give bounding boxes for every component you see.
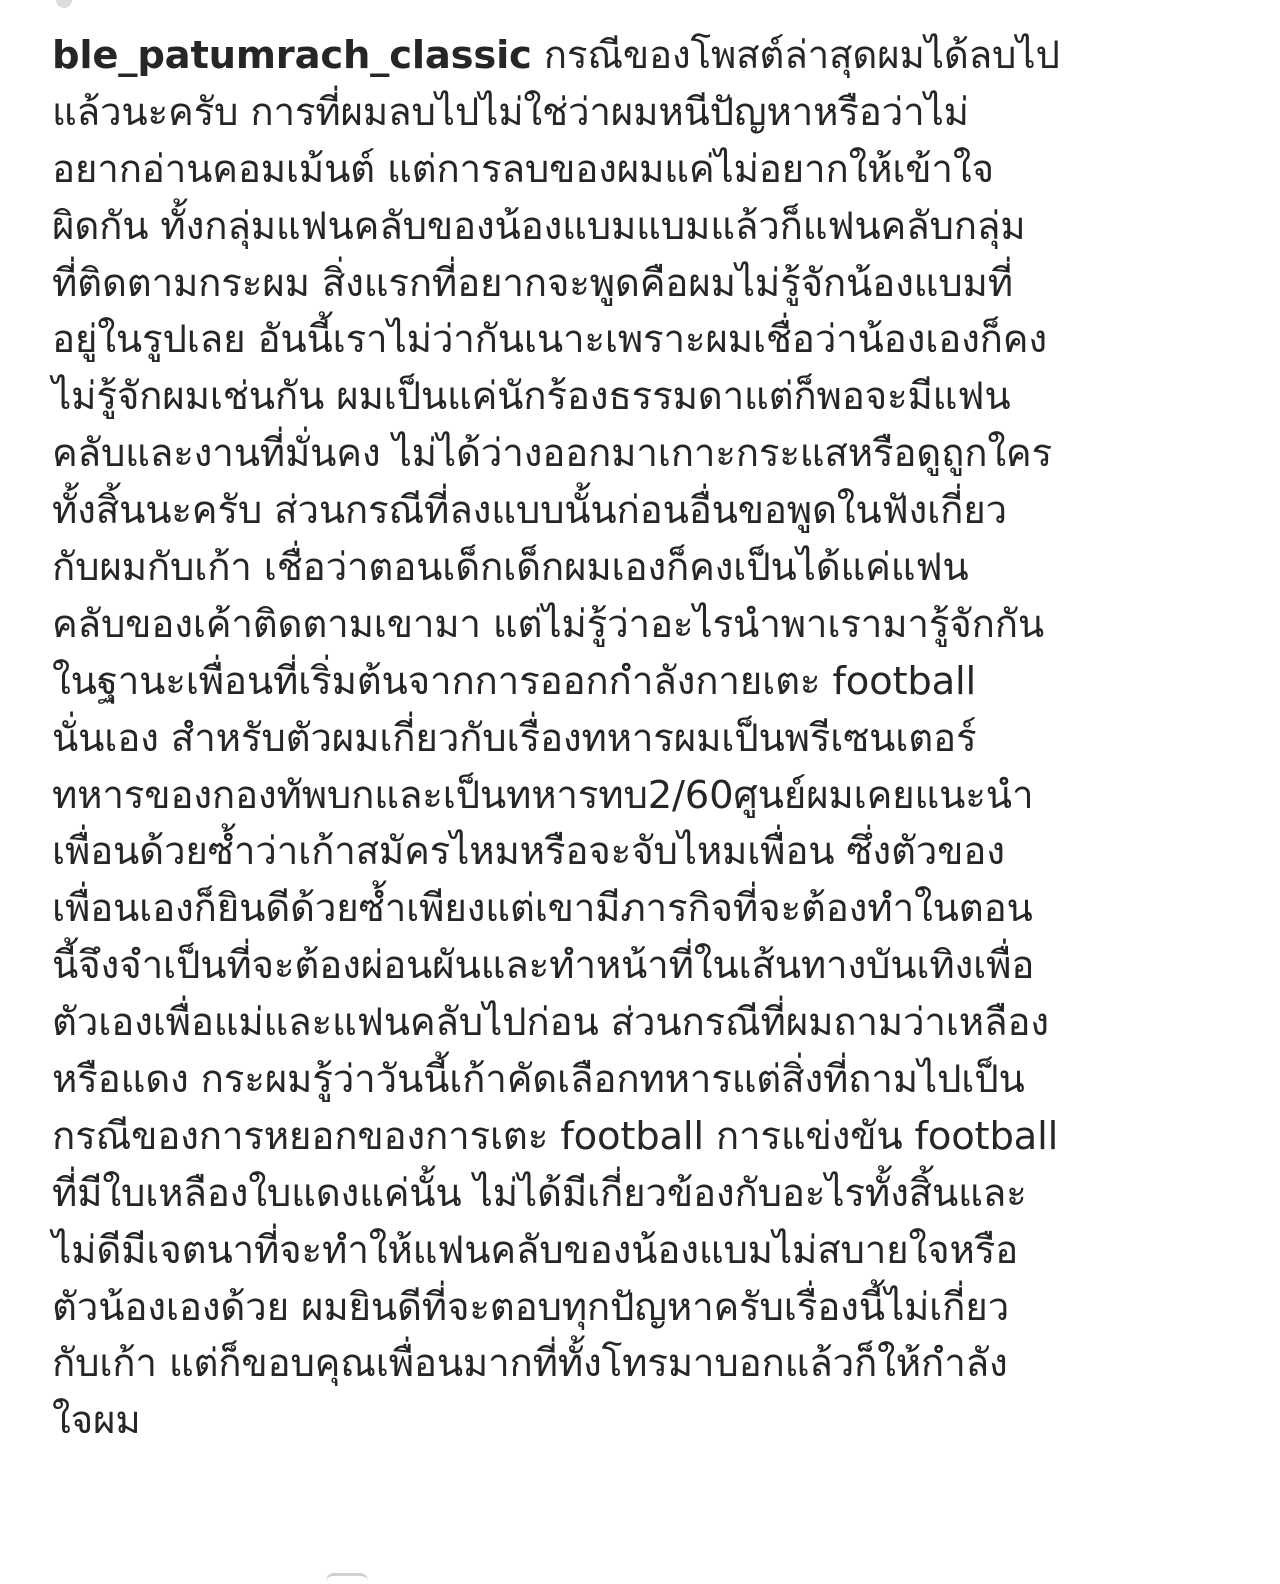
username-link[interactable]: ble_patumrach_classic [52,33,532,78]
comment-text-line: กรณีของการหยอกของการเตะ football การแข่งขัน football [52,1113,1059,1159]
comment-text-line: คลับของเค้าติดตามเขามา แต่ไม่รู้ว่าอะไรนำพาเรามารู้จักกัน [52,601,1044,647]
comment-first-line [52,28,1237,85]
comment-text-line: ในฐานะเพื่อนที่เริ่มต้นจากการออกกำลังกายเตะ football [52,658,976,704]
comment-text-line: เพื่อนเองก็ยินดีด้วยซ้ำเพียงแต่เขามีภารกิจที่จะต้องทำในตอน [52,886,1033,932]
comment-body [52,28,1237,1450]
comment-text-line: ผิดกัน ทั้งกลุ่มแฟนคลับของน้องแบมแบมแล้วก็แฟนคลับกลุ่ม [52,203,1026,249]
cropped-next-element-edge [326,1573,368,1584]
comment-text-line: ใจผม [52,1398,141,1444]
comment-text-line: ไม่รู้จักผมเช่นกัน ผมเป็นแค่นักร้องธรรมดาแต่ก็พอจะมีแฟน [52,374,1011,420]
comment-text-line: ที่มีใบเหลืองใบแดงแค่นั้น ไม่ได้มีเกี่ยวข้องกับอะไรทั้งสิ้นและ [52,1170,1027,1216]
comment-text-line: คลับและงานที่มั่นคง ไม่ได้ว่างออกมาเกาะกระแสหรือดูถูกใคร [52,431,1052,477]
comment-text-line: นี้จึงจำเป็นที่จะต้องผ่อนผันและทำหน้าที่ในเส้นทางบันเทิงเพื่อ [52,943,1035,989]
comment-text-line: เพื่อนด้วยซ้ำว่าเก้าสมัครไหมหรือจะจับไหมเพื่อน ซึ่งตัวของ [52,829,1005,875]
comment-text-line: อยู่ในรูปเลย อันนี้เราไม่ว่ากันเนาะเพราะผมเชื่อว่าน้องเองก็คง [52,317,1047,363]
comment-text-line: ที่ติดตามกระผม สิ่งแรกที่อยากจะพูดคือผมไม่รู้จักน้องแบมที่ [52,260,1013,306]
comment-text-line: กับผมกับเก้า เชื่อว่าตอนเด็กเด็กผมเองก็คงเป็นได้แค่แฟน [52,545,969,591]
comment-text-line: ทหารของกองทัพบกและเป็นทหารทบ2/60ศูนย์ผมเคยแนะนำ [52,772,1034,818]
comment-text-line: นั่นเอง สำหรับตัวผมเกี่ยวกับเรื่องทหารผมเป็นพรีเซนเตอร์ [52,715,977,761]
cropped-avatar-edge [56,0,72,8]
comment-text-line: ตัวเองเพื่อแม่และแฟนคลับไปก่อน ส่วนกรณีที่ผมถามว่าเหลือง [52,1000,1049,1046]
comment-text-line: หรือแดง กระผมรู้ว่าวันนี้เก้าคัดเลือกทหารแต่สิ่งที่ถามไปเป็น [52,1057,1025,1103]
comment-text-line: อยากอ่านคอมเม้นต์ แต่การลบของผมแค่ไม่อยากให้เข้าใจ [52,146,994,192]
comment-text-line: ตัวน้องเองด้วย ผมยินดีที่จะตอบทุกปัญหาครับเรื่องนี้ไม่เกี่ยว [52,1284,1010,1330]
comment-text-line: แล้วนะครับ การที่ผมลบไปไม่ใช่ว่าผมหนีปัญหาหรือว่าไม่ [52,89,969,135]
comment-text-line: ไม่ดีมีเจตนาที่จะทำให้แฟนคลับของน้องแบมไม่สบายใจหรือ [52,1227,1019,1273]
comment-text-line: ทั้งสิ้นนะครับ ส่วนกรณีที่ลงแบบนั้นก่อนอื่นขอพูดในฟังเกี่ยว [52,488,1007,534]
comment-text-line: กับเก้า แต่ก็ขอบคุณเพื่อนมากที่ทั้งโทรมาบอกแล้วก็ให้กำลัง [52,1341,1008,1387]
comment-text-line: กรณีของโพสต์ล่าสุดผมได้ลบไป [543,33,1060,78]
